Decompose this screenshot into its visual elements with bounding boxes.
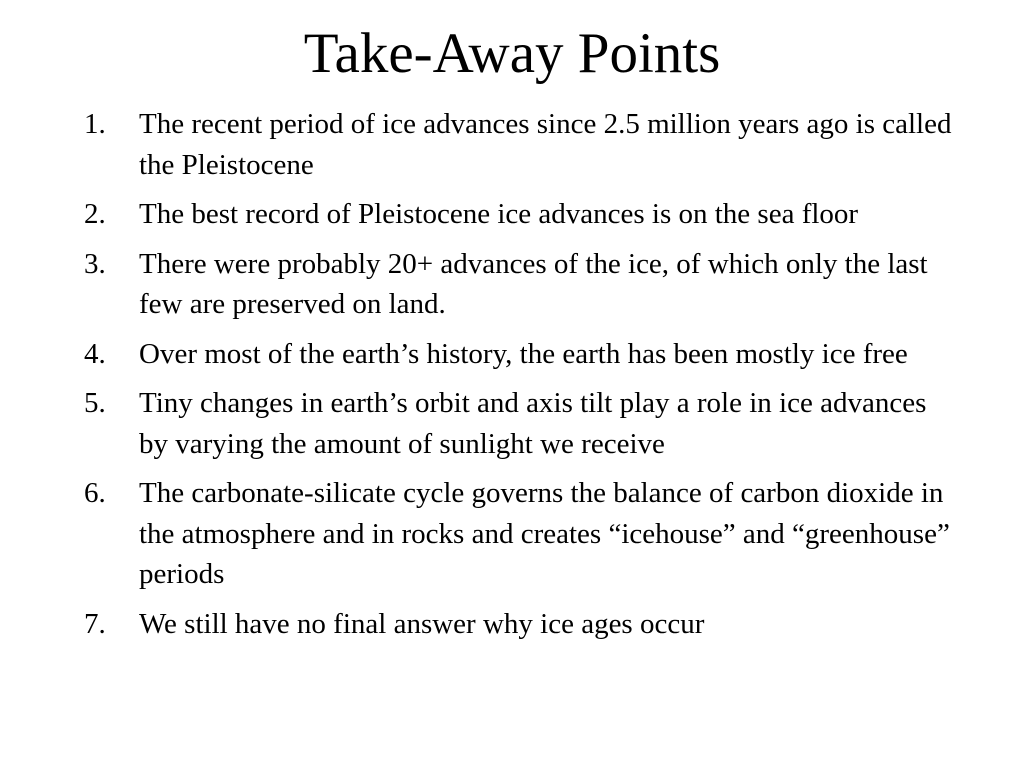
- list-item-number: 6.: [84, 477, 106, 509]
- list-item-number: 2.: [84, 198, 106, 230]
- take-away-list: [84, 104, 954, 653]
- list-item: [84, 604, 954, 645]
- list-item: [84, 244, 954, 325]
- list-item-text: The carbonate-silicate cycle governs the balance of carbon dioxide in the atmosphere and in rocks and creates “icehouse” and “greenhouse” periods: [139, 477, 950, 590]
- list-item-text: We still have no final answer why ice ages occur: [139, 607, 705, 640]
- list-item-number: 4.: [84, 337, 106, 370]
- slide-title: Take-Away Points: [303, 22, 721, 85]
- list-item-text: The recent period of ice advances since 2.5 million years ago is called the Pleistocene: [139, 108, 952, 181]
- list-item-text: The best record of Pleistocene ice advances is on the sea floor: [139, 198, 859, 230]
- list-item: [84, 473, 954, 595]
- list-item-text: Tiny changes in earth’s orbit and axis tilt play a role in ice advances by varying the amount of sunlight we receive: [139, 387, 927, 460]
- list-item-number: 1.: [84, 108, 106, 140]
- list-item-text: Over most of the earth’s history, the earth has been mostly ice free: [139, 337, 908, 370]
- list-item-number: 3.: [84, 247, 106, 280]
- list-item-text: There were probably 20+ advances of the ice, of which only the last few are preserved on land.: [139, 247, 928, 320]
- list-item: [84, 334, 954, 375]
- list-item: [84, 383, 954, 464]
- list-item: [84, 194, 954, 235]
- list-item-number: 5.: [84, 387, 106, 419]
- list-item: [84, 104, 954, 185]
- list-item-number: 7.: [84, 607, 106, 640]
